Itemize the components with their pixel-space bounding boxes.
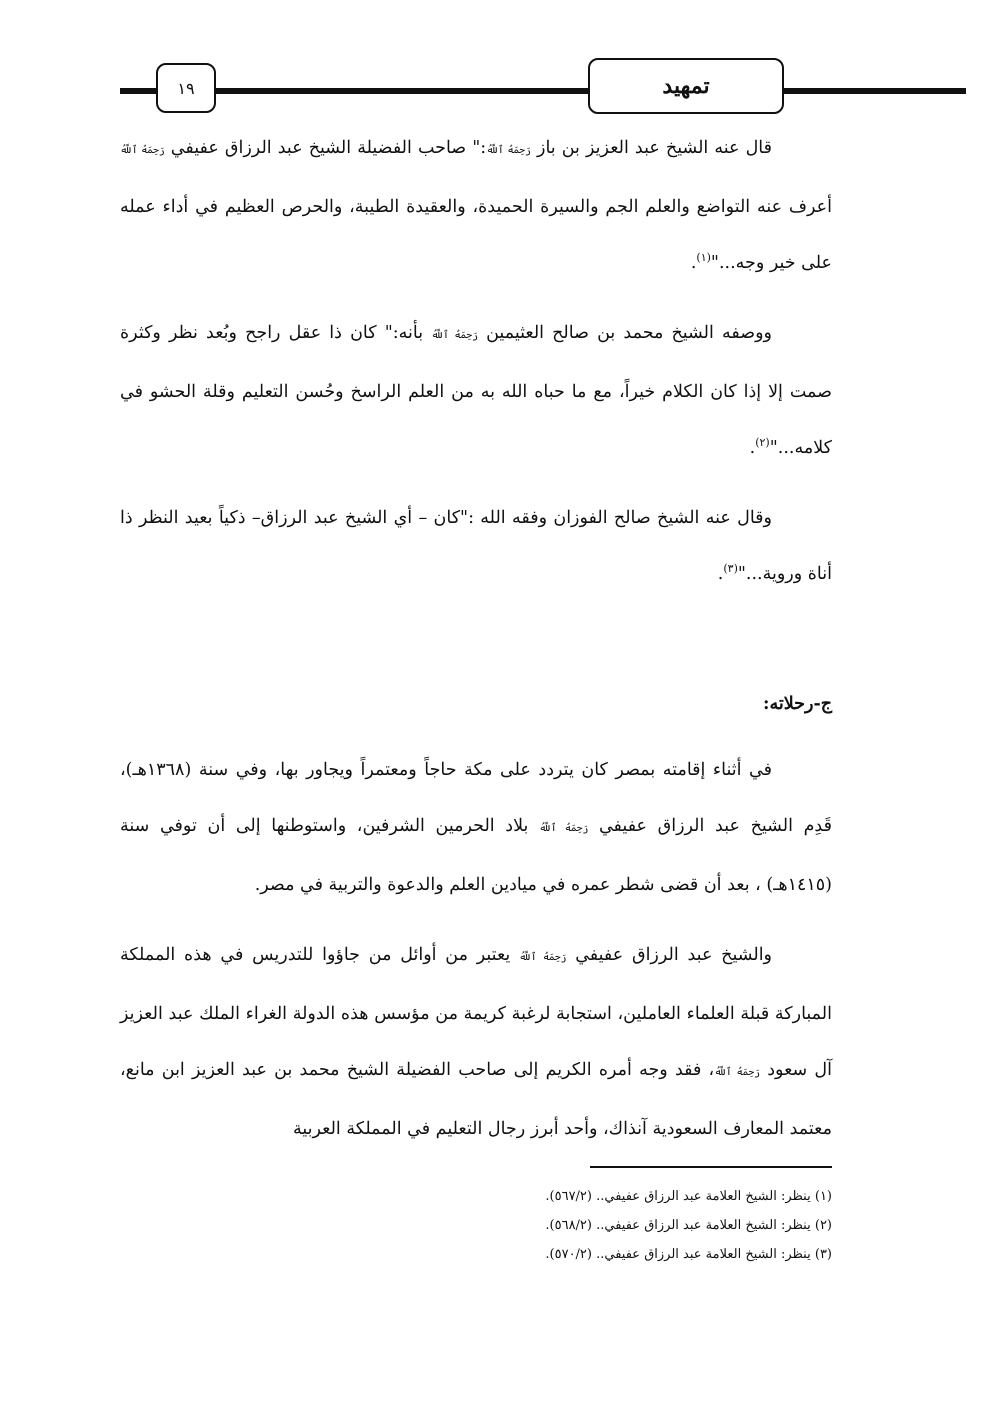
text-run: بلاد الحرمين الشرفين، واستوطنها إلى أن توفي سنة (١٤١٥هـ) ، بعد أن قضى شطر عمره في ميادين العلم والدعوة والتربية في مصر. <box>120 816 832 895</box>
footnote-ref-1[interactable]: (١) <box>696 251 711 265</box>
footnote-separator <box>590 1166 832 1168</box>
text-run: في أثناء إقامته بمصر كان يتردد على مكة حاجاً ومعتمراً ويجاور بها، وفي سنة (١٣٦٨هـ)، قَدِم الشيخ عبد الرزاق عفيفي <box>120 760 832 836</box>
footnote-ref-2[interactable]: (٢) <box>755 436 770 450</box>
page-body <box>120 120 832 1157</box>
honorific-glyph: رَحِمَهُ ٱللَّهُ <box>539 823 589 834</box>
paragraph-fawzan: وقال عنه الشيخ صالح الفوزان وفقه الله :"كان – أي الشيخ عبد الرزاق– ذكياً بعيد النظر ذا أناة وروية..."$^{(٣)}$. <box>120 508 832 584</box>
footnote-ref-3[interactable]: (٣) <box>723 562 738 576</box>
text-run: أعرف عنه التواضع والعلم الجم والسيرة الحميدة، والعقيدة الطيبة، والحرص العظيم في أداء عمله على خير وجه..." <box>120 197 832 273</box>
footnote-1: (١) ينظر: الشيخ العلامة عبد الرزاق عفيفي.. (٥٦٧/٢). <box>545 1189 832 1204</box>
honorific-glyph: رَحِمَهُ ٱللَّهُ <box>431 330 478 341</box>
paragraph-teaching <box>120 927 832 1157</box>
text-run: بأنه:" كان ذا عقل راجح وبُعد نظر وكثرة صمت إلا إذا كان الكلام خيراً، مع ما حباه الله به من العلم الراسخ وحُسن التعليم وقلة الحشو في كلامه..." <box>120 323 832 458</box>
paragraph-ibn-baz: قال عنه الشيخ عبد العزيز بن باز رَحِمَهُ ٱللَّهُ:" صاحب الفضيلة الشيخ عبد الرزاق عفيفي رَحِمَهُ ٱللَّهُ أعرف عنه التواضع والعلم الجم والسيرة الحميدة، والعقيدة الطيبة، والحرص العظيم في أداء عمله على خير وجه..."$^{(١)}$. <box>120 138 832 273</box>
honorific-glyph: رَحِمَهُ ٱللَّهُ <box>519 952 567 963</box>
honorific-glyph: رَحِمَهُ ٱللَّهُ <box>486 145 531 156</box>
page-number-text: ١٩ <box>177 78 195 98</box>
footnotes <box>330 1182 832 1269</box>
footnote-2: (٢) ينظر: الشيخ العلامة عبد الرزاق عفيفي.. (٥٦٨/٢). <box>545 1218 832 1233</box>
text-run: وقال عنه الشيخ صالح الفوزان وفقه الله :"كان – أي الشيخ عبد الرزاق– ذكياً بعيد النظر ذا أناة وروية..." <box>120 508 832 584</box>
text-run: يعتبر من أوائل من جاؤوا للتدريس في هذه المملكة المباركة قبلة العلماء العاملين، استجابة لرغبة كريمة من مؤسس هذه الدولة الغراء الملك عبد العزيز آل سعود <box>120 945 832 1080</box>
page-number <box>156 63 216 113</box>
text-run: ، فقد وجه أمره الكريم إلى صاحب الفضيلة الشيخ محمد بن عبد العزيز ابن مانع، معتمد المعارف السعودية آنذاك، وأحد أبرز رجال التعليم في المملكة العربية <box>120 1060 832 1139</box>
section-heading: ج-رحلاته: <box>763 694 832 714</box>
header-rule <box>120 88 966 94</box>
honorific-glyph: رَحِمَهُ ٱللَّهُ <box>120 145 165 156</box>
paragraph-uthaymin: ووصفه الشيخ محمد بن صالح العثيمين رَحِمَهُ ٱللَّهُ بأنه:" كان ذا عقل راجح وبُعد نظر وكثرة صمت إلا إذا كان الكلام خيراً، مع ما حباه الله به من العلم الراسخ وحُسن التعليم وقلة الحشو في كلامه..."$^{(٢)}$. <box>120 323 832 458</box>
chapter-title-text: تمهيد <box>662 73 710 99</box>
text-run: :" صاحب الفضيلة الشيخ عبد الرزاق عفيفي <box>164 138 487 158</box>
text-run: والشيخ عبد الرزاق عفيفي <box>566 945 773 965</box>
chapter-title <box>588 58 784 114</box>
text-run: ووصفه الشيخ محمد بن صالح العثيمين <box>477 323 772 343</box>
honorific-glyph: رَحِمَهُ ٱللَّهُ <box>714 1067 761 1078</box>
footnote-3: (٣) ينظر: الشيخ العلامة عبد الرزاق عفيفي.. (٥٧٠/٢). <box>545 1247 832 1262</box>
text-run: قال عنه الشيخ عبد العزيز بن باز <box>530 138 772 158</box>
paragraph-travels <box>120 742 832 913</box>
